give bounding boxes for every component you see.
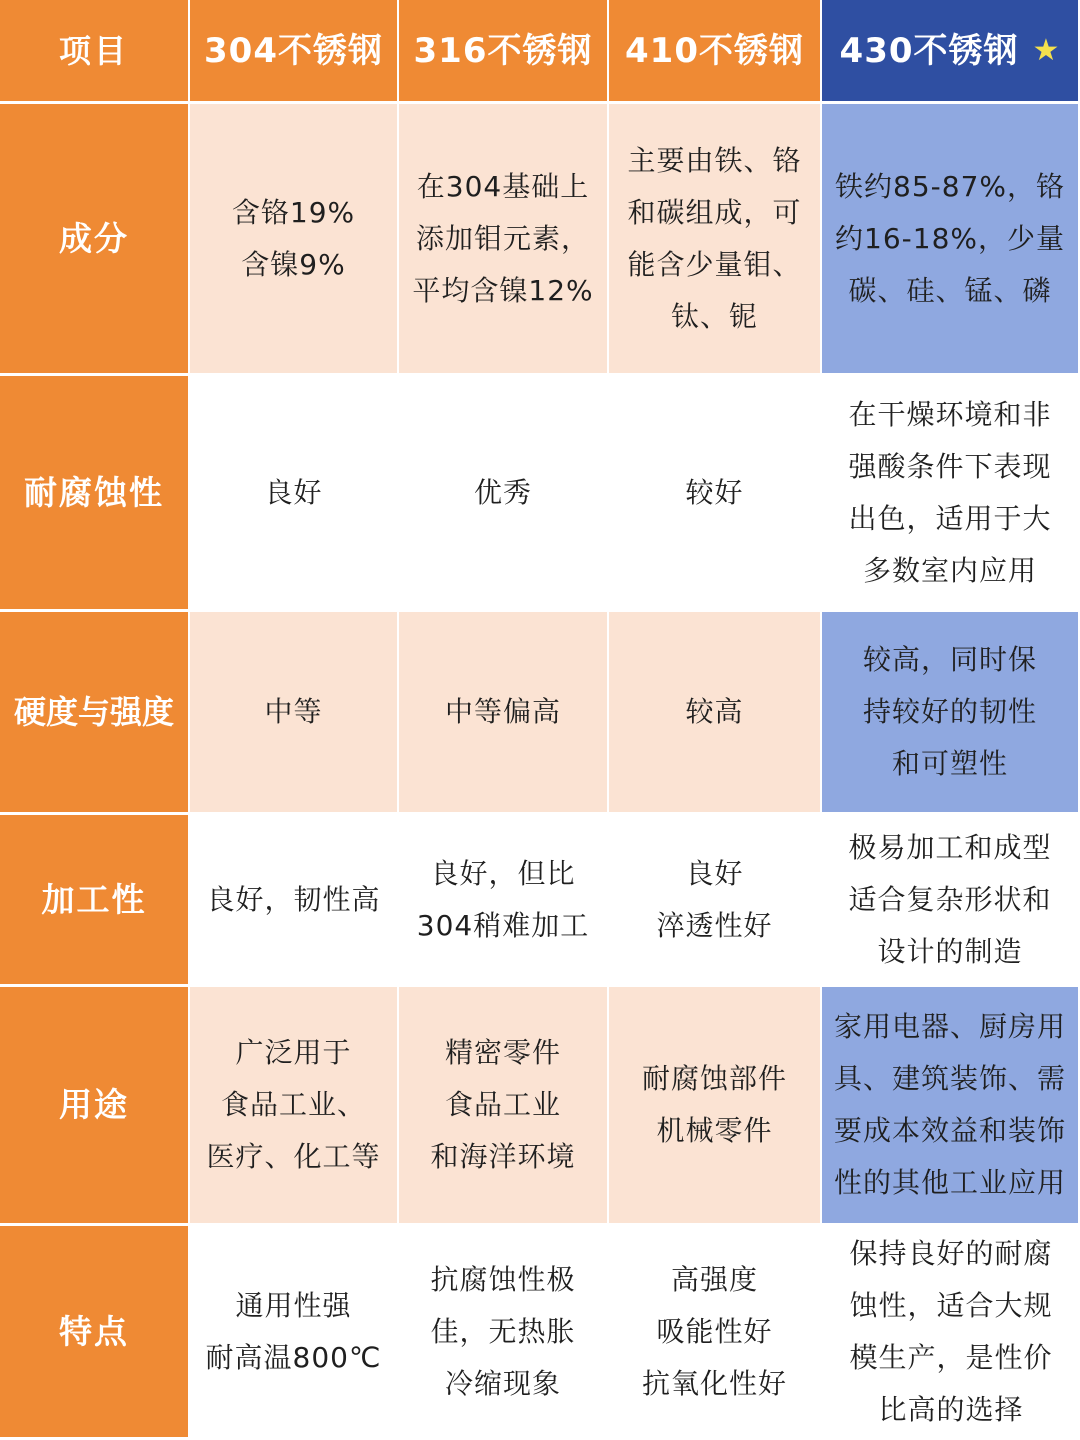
cell-corrosion-430 [822, 376, 1080, 612]
cell-text: 在干燥环境和非 强酸条件下表现 出色，适用于大 多数室内应用 [848, 397, 1052, 587]
cell-features-304 [190, 1226, 399, 1440]
cell-composition-316 [399, 104, 609, 376]
cell-hardness-430 [822, 612, 1080, 815]
cell-text: 良好，但比 304稍难加工 [416, 856, 590, 942]
cell-text: 主要由铁、铬 和碳组成，可 能含少量钼、 钛、铌 [627, 143, 802, 333]
row-label-composition [0, 104, 190, 376]
cell-machinability-430 [822, 815, 1080, 987]
cell-text: 广泛用于 食品工业、 医疗、化工等 [206, 1036, 381, 1173]
row-label-applications [0, 987, 190, 1226]
header-304 [190, 0, 399, 104]
row-label-text: 硬度与强度 [13, 693, 174, 731]
cell-text: 较好 [685, 475, 744, 509]
cell-text: 抗腐蚀性极 佳，无热胀 冷缩现象 [430, 1262, 576, 1400]
cell-text: 中等偏高 [444, 695, 561, 728]
row-label-text: 成分 [59, 218, 129, 258]
row-label-corrosion-resistance [0, 376, 190, 612]
row-label-text: 加工性 [41, 879, 147, 919]
cell-text: 保持良好的耐腐 蚀性，适合大规 模生产，是性价 比高的选择 [849, 1236, 1053, 1426]
cell-text: 精密零件 食品工业 和海洋环境 [430, 1036, 576, 1173]
row-label-text: 用途 [59, 1085, 129, 1124]
cell-applications-316 [399, 987, 609, 1226]
cell-text: 良好，韧性高 [206, 882, 381, 916]
header-430 [822, 0, 1080, 104]
header-430-label: 430不锈钢 [839, 30, 1019, 71]
cell-text: 良好 淬透性好 [656, 856, 773, 942]
row-label-hardness-strength [0, 612, 190, 815]
header-item [0, 0, 190, 104]
cell-corrosion-316 [399, 376, 609, 612]
cell-composition-410 [609, 104, 822, 376]
header-item-label: 项目 [58, 31, 129, 70]
cell-text: 耐腐蚀部件 机械零件 [641, 1062, 787, 1147]
cell-machinability-304 [190, 815, 399, 987]
cell-text: 在304基础上 添加钼元素， 平均含镍12% [412, 169, 594, 307]
cell-composition-304 [190, 104, 399, 376]
cell-composition-430 [822, 104, 1080, 376]
cell-machinability-316 [399, 815, 609, 987]
cell-applications-304 [190, 987, 399, 1226]
cell-features-316 [399, 1226, 609, 1440]
cell-text: 较高，同时保 持较好的韧性 和可塑性 [862, 643, 1037, 780]
cell-text: 通用性强 耐高温800℃ [205, 1288, 382, 1374]
cell-hardness-410 [609, 612, 822, 815]
cell-features-410 [609, 1226, 822, 1440]
cell-applications-410 [609, 987, 822, 1226]
row-label-text: 耐腐蚀性 [24, 472, 164, 512]
row-label-text: 特点 [59, 1311, 129, 1351]
cell-applications-430 [822, 987, 1080, 1226]
cell-hardness-316 [399, 612, 609, 815]
header-304-label: 304不锈钢 [204, 30, 383, 71]
cell-text: 中等 [264, 695, 323, 728]
cell-corrosion-410 [609, 376, 822, 612]
header-410 [609, 0, 822, 104]
cell-hardness-304 [190, 612, 399, 815]
cell-features-430 [822, 1226, 1080, 1440]
cell-text: 较高 [685, 695, 744, 728]
header-410-label: 410不锈钢 [625, 30, 804, 71]
header-316 [399, 0, 609, 104]
row-label-machinability [0, 815, 190, 987]
cell-text: 高强度 吸能性好 抗氧化性好 [641, 1262, 787, 1400]
cell-text: 极易加工和成型 适合复杂形状和 设计的制造 [848, 830, 1052, 968]
cell-machinability-410 [609, 815, 822, 987]
star-icon: ★ [1032, 32, 1061, 68]
cell-corrosion-304 [190, 376, 399, 612]
cell-text: 良好 [264, 475, 323, 509]
cell-text: 家用电器、厨房用 具、建筑装饰、需 要成本效益和装饰 性的其他工业应用 [833, 1010, 1066, 1199]
cell-text: 含铬19% 含镍9% [231, 195, 356, 281]
cell-text: 优秀 [473, 475, 532, 509]
cell-text: 铁约85-87%，铬 约16-18%，少量 碳、硅、锰、磷 [835, 169, 1065, 307]
header-316-label: 316不锈钢 [413, 30, 593, 71]
row-label-features [0, 1226, 190, 1440]
